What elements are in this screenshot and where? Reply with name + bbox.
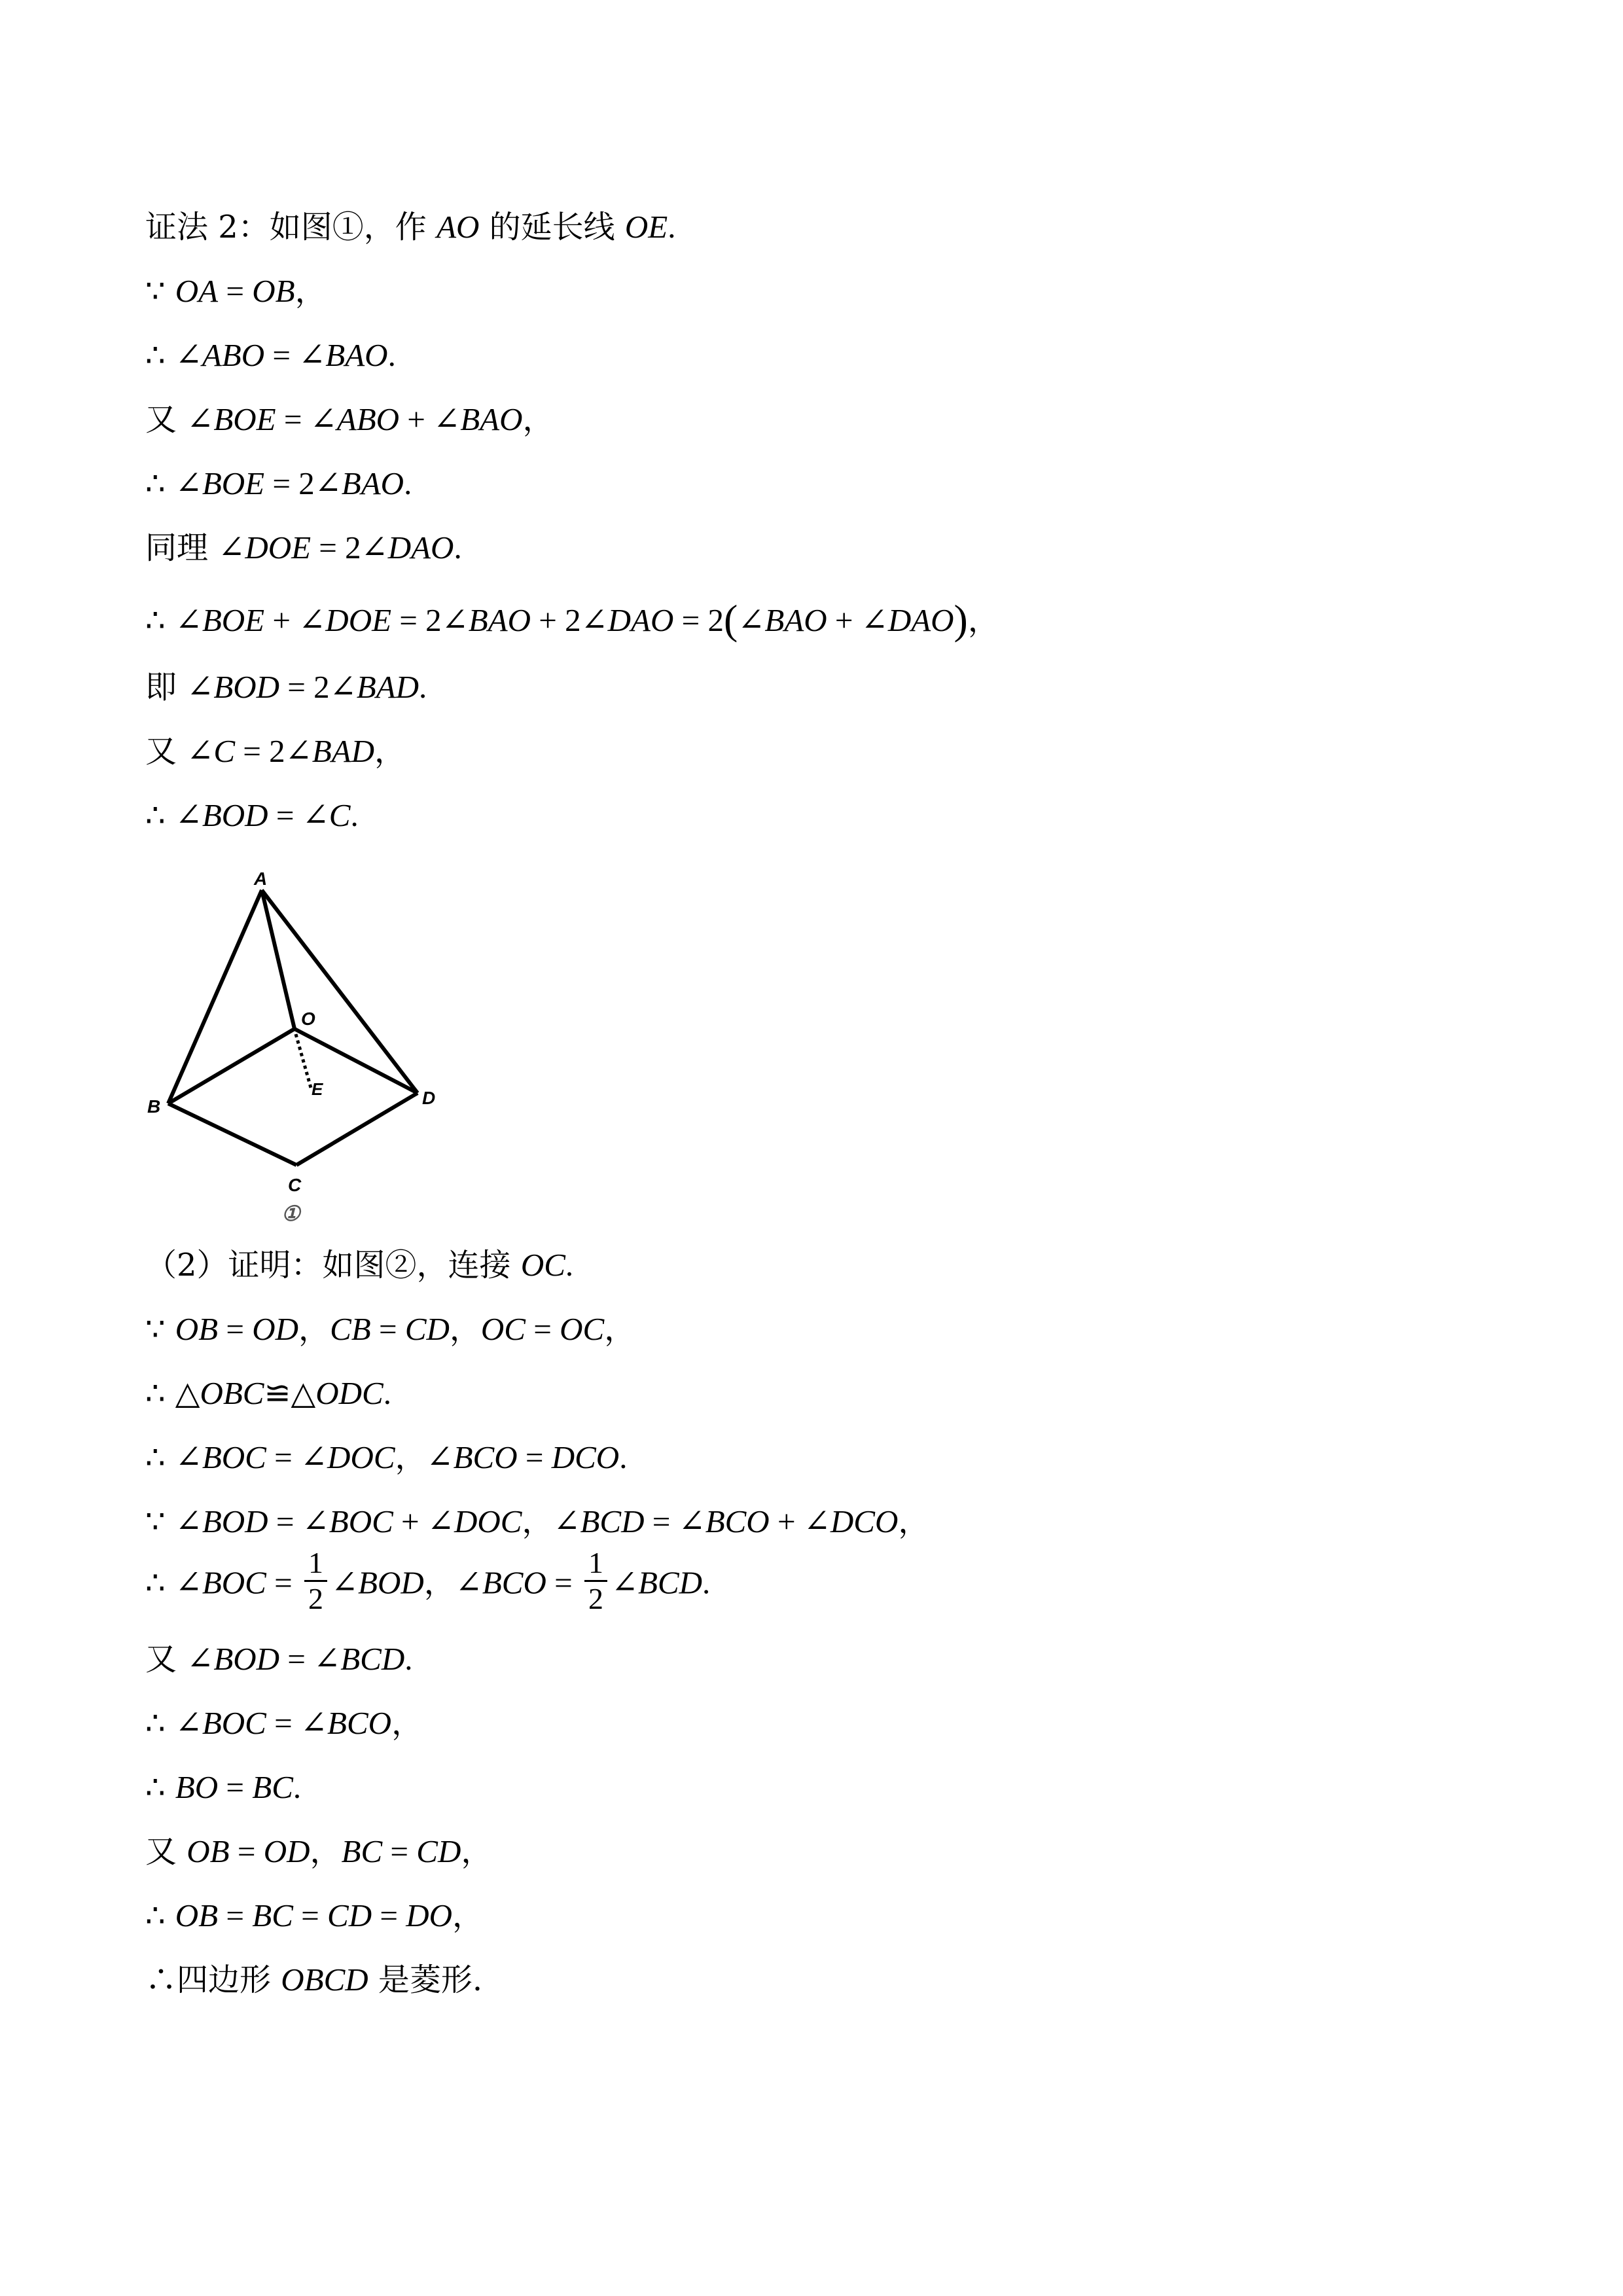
text: = xyxy=(218,1311,253,1347)
label-o: O xyxy=(301,1009,315,1029)
paren: ( xyxy=(724,596,738,643)
math: AO xyxy=(437,209,480,245)
math: OB xyxy=(252,273,295,309)
text: . xyxy=(350,797,359,833)
math: ∠ABO xyxy=(310,401,400,437)
math: ∠BAO xyxy=(738,602,827,638)
math: △OBC xyxy=(175,1375,264,1411)
segment-bc xyxy=(168,1103,296,1165)
math: BC xyxy=(252,1769,293,1805)
math: CD xyxy=(416,1833,461,1869)
proof2-line-2 xyxy=(145,273,327,310)
text: = xyxy=(276,401,310,437)
math: ∠BOC xyxy=(175,1564,266,1601)
text: 又 xyxy=(145,1641,187,1677)
math: ∠BAO xyxy=(433,401,523,437)
denominator: 2 xyxy=(308,1582,323,1616)
part2-line-9 xyxy=(145,1769,302,1806)
proof2-line-10 xyxy=(145,797,359,834)
text: + xyxy=(769,1503,804,1539)
text: ， xyxy=(310,1833,342,1870)
text: 证法 2：如图①，作 xyxy=(145,209,437,245)
text: + 2 xyxy=(530,602,581,638)
denominator: 2 xyxy=(588,1582,603,1616)
text: = xyxy=(266,1705,300,1741)
math: ∠BOC xyxy=(175,1439,266,1475)
proof2-line-7 xyxy=(145,596,999,643)
math: OC xyxy=(480,1311,526,1347)
text: . xyxy=(565,1247,574,1283)
math: ∠BAD xyxy=(329,669,419,705)
text: ， xyxy=(604,1311,636,1348)
text: ∴ xyxy=(145,1705,175,1742)
text: = xyxy=(229,1833,264,1869)
math: ∠BCD xyxy=(313,1641,405,1677)
text: = xyxy=(264,337,299,373)
math: ∠BOD xyxy=(187,669,280,705)
math: BC xyxy=(341,1833,383,1869)
part2-line-3 xyxy=(145,1375,391,1412)
label-c: C xyxy=(288,1175,302,1195)
figure-lines xyxy=(168,890,418,1165)
text: 又 xyxy=(145,401,187,438)
math: BO xyxy=(175,1769,219,1805)
text: . xyxy=(418,669,427,705)
math: ∠BOD xyxy=(187,1641,280,1677)
text: = xyxy=(218,1897,253,1933)
text: 同理 xyxy=(145,529,219,566)
math: ∠BOC xyxy=(302,1503,393,1539)
segment-oe-dotted xyxy=(296,1034,311,1088)
text: ∴ xyxy=(145,1439,175,1476)
text: = xyxy=(218,1769,253,1805)
part2-line-4 xyxy=(145,1439,628,1476)
text: ∵ xyxy=(145,273,175,310)
proof2-line-3 xyxy=(145,337,396,374)
math: ∠C xyxy=(302,797,351,833)
math: ∠BOE xyxy=(187,401,276,437)
text: ∴ xyxy=(145,1564,175,1602)
math: ∠ABO xyxy=(175,337,265,373)
math: ∠BAO xyxy=(314,465,404,501)
math: OBCD xyxy=(281,1962,368,1998)
math: OC xyxy=(560,1311,605,1347)
text: = 2 xyxy=(264,465,315,501)
text: ， xyxy=(374,733,406,770)
math: DCO xyxy=(551,1439,620,1475)
text: = xyxy=(517,1439,552,1475)
text: = 2 xyxy=(279,669,330,705)
segment-cd xyxy=(296,1093,418,1165)
part2-line-1 xyxy=(145,1249,573,1281)
text: . xyxy=(454,529,462,565)
text: . xyxy=(404,465,412,501)
math: ∠BCD xyxy=(553,1503,645,1539)
text: ， xyxy=(395,1439,427,1476)
text: ， xyxy=(449,1311,481,1348)
text: + xyxy=(393,1503,427,1539)
proof2-line-4 xyxy=(145,401,554,438)
text: . xyxy=(404,1641,413,1677)
math: OB xyxy=(187,1833,230,1869)
text: ∴ xyxy=(145,465,175,502)
math: ∠DOC xyxy=(300,1439,395,1475)
text: ， xyxy=(898,1503,930,1540)
math: OE xyxy=(624,209,668,245)
text: 的延长线 xyxy=(479,209,625,245)
part2-line-6 xyxy=(145,1546,711,1619)
math: ∠BAO xyxy=(298,337,388,373)
math: OB xyxy=(175,1897,219,1933)
text: ， xyxy=(461,1833,493,1870)
math: ∠BOE xyxy=(175,602,265,638)
proof2-line-5 xyxy=(145,465,412,502)
text: ∴ xyxy=(145,1769,175,1806)
text: ∵ xyxy=(145,1311,175,1348)
text: . xyxy=(387,337,396,373)
part2-line-11 xyxy=(145,1897,484,1934)
math: CD xyxy=(327,1897,372,1933)
text: = xyxy=(644,1503,679,1539)
math: ∠DAO xyxy=(361,529,454,565)
text: ， xyxy=(522,1503,554,1540)
fraction-half xyxy=(304,1547,327,1615)
text: ， xyxy=(423,1564,455,1602)
math: CD xyxy=(404,1311,450,1347)
math: ∠BOD xyxy=(175,1503,268,1539)
text: = xyxy=(382,1833,417,1869)
text: ∴ xyxy=(145,602,175,639)
text: 是菱形. xyxy=(368,1962,483,1998)
label-e: E xyxy=(312,1079,323,1099)
numerator: 1 xyxy=(584,1547,607,1582)
math: ∠BOC xyxy=(175,1705,266,1741)
text: = xyxy=(268,797,302,833)
math: ∠BOD xyxy=(331,1564,424,1601)
part2-line-8 xyxy=(145,1705,423,1742)
part2-line-12 xyxy=(145,1964,482,1996)
text: = xyxy=(293,1897,328,1933)
paren: ) xyxy=(954,596,968,643)
math: OD xyxy=(252,1311,299,1347)
text: ∴ xyxy=(145,1375,175,1412)
text: + xyxy=(399,401,434,437)
text: . xyxy=(293,1769,302,1805)
text: = xyxy=(546,1564,580,1601)
figure-caption: ① xyxy=(281,1202,300,1224)
text: = xyxy=(279,1641,314,1677)
text: （2）证明：如图②，连接 xyxy=(145,1247,521,1283)
text: ， xyxy=(967,602,999,639)
text: 即 xyxy=(145,669,187,706)
text: = xyxy=(370,1311,405,1347)
math: ∠BCO xyxy=(300,1705,392,1741)
fraction-half xyxy=(584,1547,607,1615)
math: ∠DAO xyxy=(861,602,954,638)
text: ∴ xyxy=(145,797,175,834)
math: ∠BCO xyxy=(678,1503,770,1539)
text: . xyxy=(383,1375,391,1411)
math: △ODC xyxy=(291,1375,383,1411)
math: OC xyxy=(520,1247,565,1283)
label-d: D xyxy=(422,1088,436,1108)
text: = xyxy=(218,273,253,309)
proof2-line-9 xyxy=(145,733,406,770)
text: = 2 xyxy=(311,529,361,565)
math: ∠BAO xyxy=(441,602,531,638)
text: ， xyxy=(298,1311,330,1348)
text: . xyxy=(619,1439,628,1475)
segment-ab xyxy=(168,890,262,1103)
text: ∴四边形 xyxy=(145,1962,281,1998)
proof2-line-6 xyxy=(145,531,462,564)
math: ∠DOE xyxy=(298,602,392,638)
math: ∠C xyxy=(187,733,236,769)
text: ∴ xyxy=(145,337,175,374)
text: = xyxy=(526,1311,560,1347)
text: ， xyxy=(391,1705,423,1742)
math: ∠DAO xyxy=(580,602,674,638)
part2-line-10 xyxy=(145,1833,493,1870)
math: ∠DOC xyxy=(427,1503,522,1539)
text: . xyxy=(702,1564,711,1601)
text: ， xyxy=(522,401,554,438)
math: ∠BCD xyxy=(611,1564,703,1601)
math: ∠BAD xyxy=(285,733,374,769)
numerator: 1 xyxy=(304,1547,327,1582)
text: 又 xyxy=(145,733,187,770)
text: ∵ xyxy=(145,1503,175,1540)
text: = 2 xyxy=(391,602,442,638)
segment-bo xyxy=(168,1029,294,1103)
math: ∠DOE xyxy=(218,529,312,565)
text: 又 xyxy=(145,1833,187,1870)
math: OD xyxy=(263,1833,310,1869)
text: + xyxy=(264,602,299,638)
math: ∠DCO xyxy=(803,1503,899,1539)
text: + xyxy=(827,602,861,638)
math: BC xyxy=(252,1897,293,1933)
text: = 2 xyxy=(235,733,285,769)
math: OA xyxy=(175,273,219,309)
math: ∠BCO xyxy=(426,1439,518,1475)
text: ， xyxy=(452,1897,484,1934)
math: ∠BOE xyxy=(175,465,265,501)
text: ， xyxy=(294,273,327,310)
math: CB xyxy=(330,1311,371,1347)
label-a: A xyxy=(254,869,268,889)
math: ∠BCO xyxy=(455,1564,546,1601)
text: ≌ xyxy=(264,1375,291,1411)
label-b: B xyxy=(147,1096,161,1117)
part2-line-2 xyxy=(145,1311,636,1348)
part2-line-5 xyxy=(145,1503,930,1540)
text: ∴ xyxy=(145,1897,175,1934)
math: DO xyxy=(406,1897,453,1933)
text: = 2 xyxy=(673,602,724,638)
text: . xyxy=(668,209,676,245)
proof2-line-1 xyxy=(145,211,676,243)
text: = xyxy=(266,1564,300,1601)
math: ∠BOD xyxy=(175,797,268,833)
math: OB xyxy=(175,1311,219,1347)
text: = xyxy=(266,1439,300,1475)
proof2-line-8 xyxy=(145,669,427,706)
text: = xyxy=(372,1897,406,1933)
geometry-figure xyxy=(131,857,497,1224)
text: = xyxy=(268,1503,302,1539)
part2-line-7 xyxy=(145,1643,412,1675)
